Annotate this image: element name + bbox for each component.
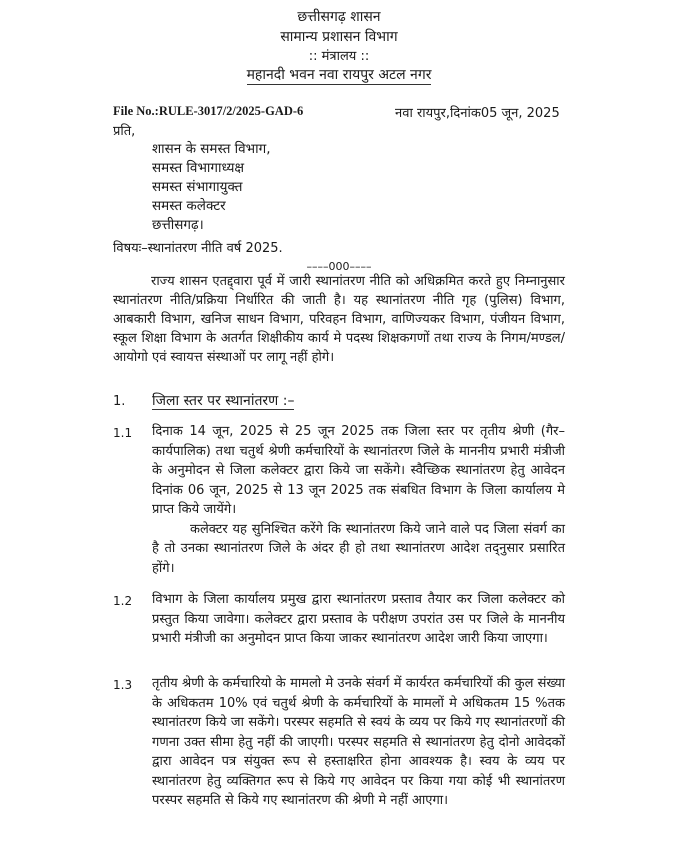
clause-number: 1.3: [113, 678, 133, 692]
file-number: File No.:RULE-3017/2/2025-GAD-6: [113, 104, 304, 118]
recipient-item: समस्त संभागायुक्त: [152, 179, 243, 195]
clause-number: 1.2: [113, 594, 133, 608]
section-number: 1.: [113, 394, 126, 409]
recipients-label: प्रति,: [113, 124, 136, 139]
intro-paragraph: [113, 272, 565, 367]
header-ministry: :: मंत्रालय ::: [308, 49, 370, 64]
subject-line: विषयः–स्थानांतरण नीति वर्ष 2025.: [113, 241, 283, 256]
clause-1-3: [152, 674, 565, 811]
clause-paragraph: तृतीय श्रेणी के कर्मचारियो के मामलो मे उनके संवर्ग में कार्यरत कर्मचारियों की कुल संख्या के अधिकतम 10% एवं चतुर्थ श्रेणी के कर्मचारियों के मामलों मे अधिकतम 15 %तक स्थानांतरण किये जा सकेंगे। परस्पर सहमति से स्वयं के व्यय पर किये गए स्थानांतरणों की गणना उक्त सीमा हेतु नहीं की जाएगी। परस्पर सहमति से स्थानांतरण हेतु दोनो आवेदकों द्वारा आवेदन पत्र संयुक्त रूप से हस्ताक्षरित होना आवश्यक है। स्वय के व्यय पर स्थानांतरण हेतु व्यक्तिगत रूप से किये गए आवेदन पर किया गया कोई भी स्थानांतरण परस्पर सहमति से किये गए स्थानांतरण की श्रेणी मे नहीं आएगा।: [152, 676, 565, 808]
intro-text: राज्य शासन एतद्द्वारा पूर्व में जारी स्थानांतरण नीति को अधिक्रमित करते हुए निम्नानुसार स्थानांतरण नीति/प्रक्रिया निर्धारित की जाती है। यह स्थानांतरण नीति गृह (पुलिस) विभाग, आबकारी विभाग, खनिज साधन विभाग, परिवहन विभाग, वाणिज्यकर विभाग, पंजीयन विभाग, स्कूल शिक्षा विभाग के अतर्गत शिक्षीकीय कार्य मे पदस्थ शिक्षकगणों तथा राज्य के निगम/मण्डल/आयोगो एवं स्वायत्त संस्थाओं पर लागू नहीं होगे।: [113, 274, 565, 365]
recipient-item: समस्त विभागाध्यक्ष: [152, 160, 245, 176]
header-state-government: छत्तीसगढ़ शासन: [297, 9, 381, 25]
separator: ––––000––––: [306, 260, 372, 273]
clause-paragraph-indented: [152, 520, 565, 579]
section-title-text: जिला स्तर पर स्थानांतरण :–: [152, 393, 295, 409]
recipient-item: छत्तीसगढ़।: [152, 217, 204, 233]
clause-number: 1.1: [113, 426, 133, 440]
clause-paragraph: दिनाक 14 जून, 2025 से 25 जून 2025 तक जिला स्तर पर तृतीय श्रेणी (गैर–कार्यपालिक) तथा चतुर्थ श्रेणी कर्मचारियों के स्थानांतरण जिले के माननीय प्रभारी मंत्रीजी के अनुमोदन से जिला कलेक्टर द्वारा किये जा सकेंगे। स्वैच्छिक स्थानांतरण हेतु आवेदन दिनांक 06 जून, 2025 से 13 जून 2025 तक संबधित विभाग के जिला कार्यालय मे प्राप्त किये जायेंगे।: [152, 424, 565, 517]
section-title: [152, 391, 294, 410]
header-address: [0, 66, 678, 84]
clause-paragraph: विभाग के जिला कार्यालय प्रमुख द्वारा स्थानांतरण प्रस्ताव तैयार कर जिला कलेक्टर को प्रस्तुत किया जावेगा। कलेक्टर द्वारा प्रस्ताव के परीक्षण उपरांत उस पर जिले के माननीय प्रभारी मंत्रीजी का अनुमोदन प्राप्त किया जाकर स्थानांतरण आदेश जारी किया जाएगा।: [152, 592, 565, 646]
recipient-item: शासन के समस्त विभाग,: [152, 141, 271, 157]
header-department: सामान्य प्रशासन विभाग: [280, 29, 398, 45]
date-line: नवा रायपुर,दिनांक05 जून, 2025: [395, 106, 560, 121]
clause-1-2: [152, 590, 565, 649]
clause-1-1: [152, 422, 565, 578]
header-address-text: महानदी भवन नवा रायपुर अटल नगर: [246, 67, 432, 83]
clause-paragraph-text: कलेक्टर यह सुनिश्चित करेंगे कि स्थानांतरण किये जाने वाले पद जिला संवर्ग का है तो उनका स्थानांतरण जिले के अंदर ही हो तथा स्थानांतरण आदेश तद्नुसार प्रसारित होंगे।: [152, 521, 565, 576]
recipient-item: समस्त कलेक्टर: [152, 198, 226, 214]
